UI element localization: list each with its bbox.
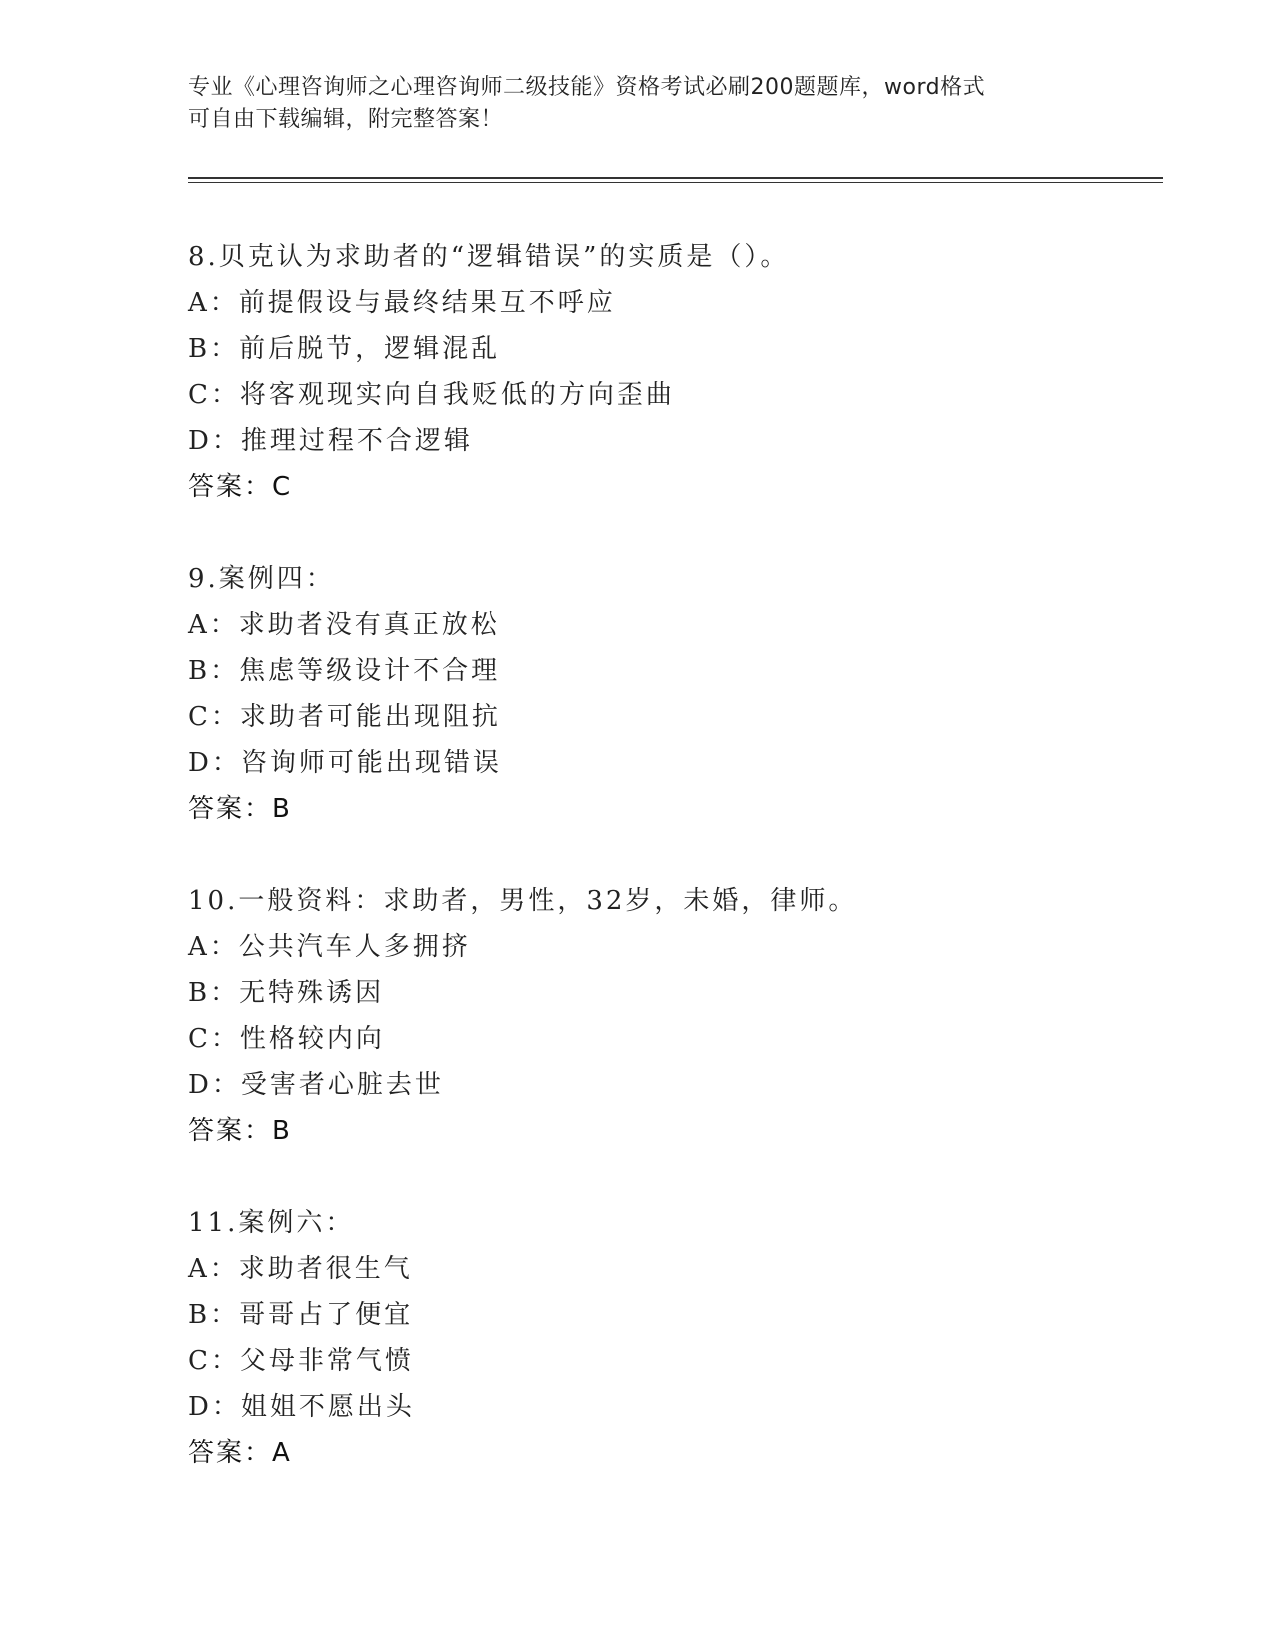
- divider-line-thin: [188, 182, 1163, 183]
- question-10: [188, 878, 1138, 1200]
- answer-line: 答案：A: [188, 1438, 292, 1468]
- question-8: [188, 234, 1138, 556]
- option-c: C：父母非常气愤: [188, 1346, 414, 1376]
- option-d: D：推理过程不合逻辑: [188, 426, 473, 456]
- question-stem: 10.一般资料：求助者，男性，32岁，未婚，律师。: [188, 886, 858, 916]
- header-divider: [188, 177, 1163, 183]
- question-spacer: [188, 1154, 1138, 1200]
- option-c: C：求助者可能出现阻抗: [188, 702, 501, 732]
- header-line-1: 专业《心理咨询师之心理咨询师二级技能》资格考试必刷200题题库，word格式: [188, 75, 986, 100]
- header-line-2: 可自由下载编辑，附完整答案！: [188, 107, 504, 132]
- document-header: [188, 72, 1068, 136]
- answer-line: 答案：B: [188, 794, 292, 824]
- option-d: D：受害者心脏去世: [188, 1070, 444, 1100]
- option-d: D：姐姐不愿出头: [188, 1392, 415, 1422]
- answer-line: 答案：C: [188, 472, 293, 502]
- question-list: [188, 234, 1138, 1476]
- option-a: A：求助者很生气: [188, 1254, 413, 1284]
- question-spacer: [188, 510, 1138, 556]
- question-stem: 9.案例四：: [188, 564, 335, 594]
- option-a: A：求助者没有真正放松: [188, 610, 500, 640]
- option-c: C：将客观现实向自我贬低的方向歪曲: [188, 380, 675, 410]
- question-stem: 11.案例六：: [188, 1208, 355, 1238]
- question-spacer: [188, 832, 1138, 878]
- question-9: [188, 556, 1138, 878]
- divider-line-thick: [188, 177, 1163, 179]
- option-b: B：前后脱节，逻辑混乱: [188, 334, 501, 364]
- question-11: [188, 1200, 1138, 1476]
- option-b: B：无特殊诱因: [188, 978, 385, 1008]
- option-a: A：前提假设与最终结果互不呼应: [188, 288, 616, 318]
- question-stem: 8.贝克认为求助者的“逻辑错误”的实质是（）。: [188, 242, 790, 272]
- option-b: B：哥哥占了便宜: [188, 1300, 414, 1330]
- option-a: A：公共汽车人多拥挤: [188, 932, 471, 962]
- option-c: C：性格较内向: [188, 1024, 385, 1054]
- option-d: D：咨询师可能出现错误: [188, 748, 502, 778]
- answer-line: 答案：B: [188, 1116, 292, 1146]
- option-b: B：焦虑等级设计不合理: [188, 656, 501, 686]
